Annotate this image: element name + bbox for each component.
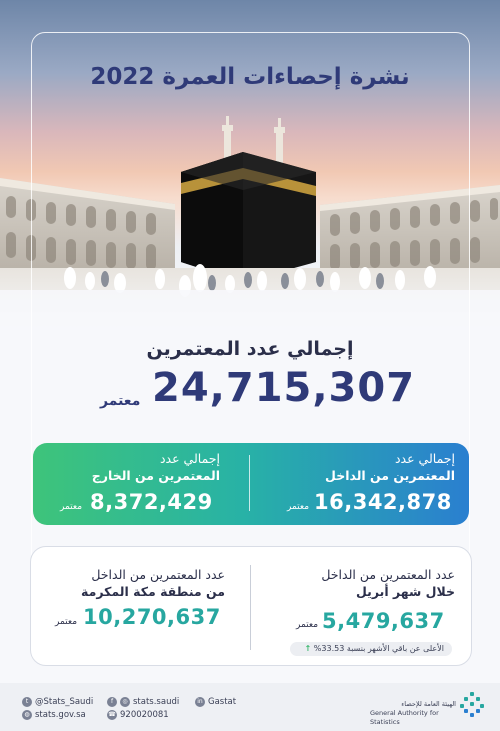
globe-icon: ◍ (22, 710, 32, 720)
internal-value: 16,342,878 (314, 490, 452, 514)
april-unit: معتمر (296, 620, 319, 630)
internal-label-line2: المعتمرين من الداخل (325, 468, 455, 483)
twitter-link[interactable] (22, 697, 93, 707)
linkedin-handle: Gastat (208, 697, 237, 707)
april-note-text: الأعلى عن باقي الأشهر بنسبة 33.53% (313, 644, 444, 653)
external-label-line2: المعتمرين من الخارج (91, 468, 220, 483)
logo-english: General Authority for Statistics (370, 709, 439, 726)
april-label (321, 566, 455, 600)
website-link[interactable] (22, 710, 86, 720)
external-label (92, 450, 220, 484)
linkedin-link[interactable] (195, 697, 236, 707)
twitter-icon: t (22, 697, 32, 707)
april-label-line2: خلال شهر أبريل (356, 584, 455, 599)
gastat-logo-icon (458, 690, 486, 720)
linkedin-icon: in (195, 697, 205, 707)
facebook-link[interactable] (107, 697, 179, 707)
facebook-icon: f (107, 697, 117, 707)
logo-arabic: الهيئة العامة للإحصاء (401, 700, 456, 708)
total-label: إجمالي عدد المعتمرين (146, 338, 354, 360)
internal-label-line1: إجمالي عدد (394, 451, 455, 466)
makkah-value: 10,270,637 (83, 605, 221, 629)
twitter-handle: @Stats_Saudi (35, 697, 94, 707)
makkah-unit: معتمر (55, 617, 78, 627)
external-unit: معتمر (60, 502, 83, 512)
makkah-label (81, 566, 225, 600)
internal-unit: معتمر (287, 502, 310, 512)
website-url: stats.gov.sa (35, 710, 86, 720)
internal-label (325, 450, 455, 484)
makkah-label-line1: عدد المعتمرين من الداخل (91, 567, 225, 582)
up-arrow-icon: ↑ (304, 644, 312, 653)
external-value: 8,372,429 (90, 490, 213, 514)
april-value: 5,479,637 (322, 609, 445, 633)
phone-icon: ☎ (108, 711, 116, 718)
total-unit: معتمر (100, 393, 141, 409)
april-growth-note (290, 642, 452, 656)
facebook-handle: stats.saudi (133, 697, 180, 707)
external-label-line1: إجمالي عدد (159, 451, 220, 466)
card-divider (249, 455, 250, 511)
phone-number: 920020081 (120, 710, 169, 720)
page-title: نشرة إحصاءات العمرة 2022 (90, 64, 410, 90)
phone-link[interactable] (107, 710, 169, 720)
total-value: 24,715,307 (152, 365, 416, 411)
makkah-label-line2: من منطقة مكة المكرمة (81, 584, 225, 599)
instagram-icon: ◎ (120, 697, 130, 707)
april-label-line1: عدد المعتمرين من الداخل (321, 567, 455, 582)
detail-card-divider (250, 565, 251, 650)
gastat-logo-text (370, 700, 456, 727)
